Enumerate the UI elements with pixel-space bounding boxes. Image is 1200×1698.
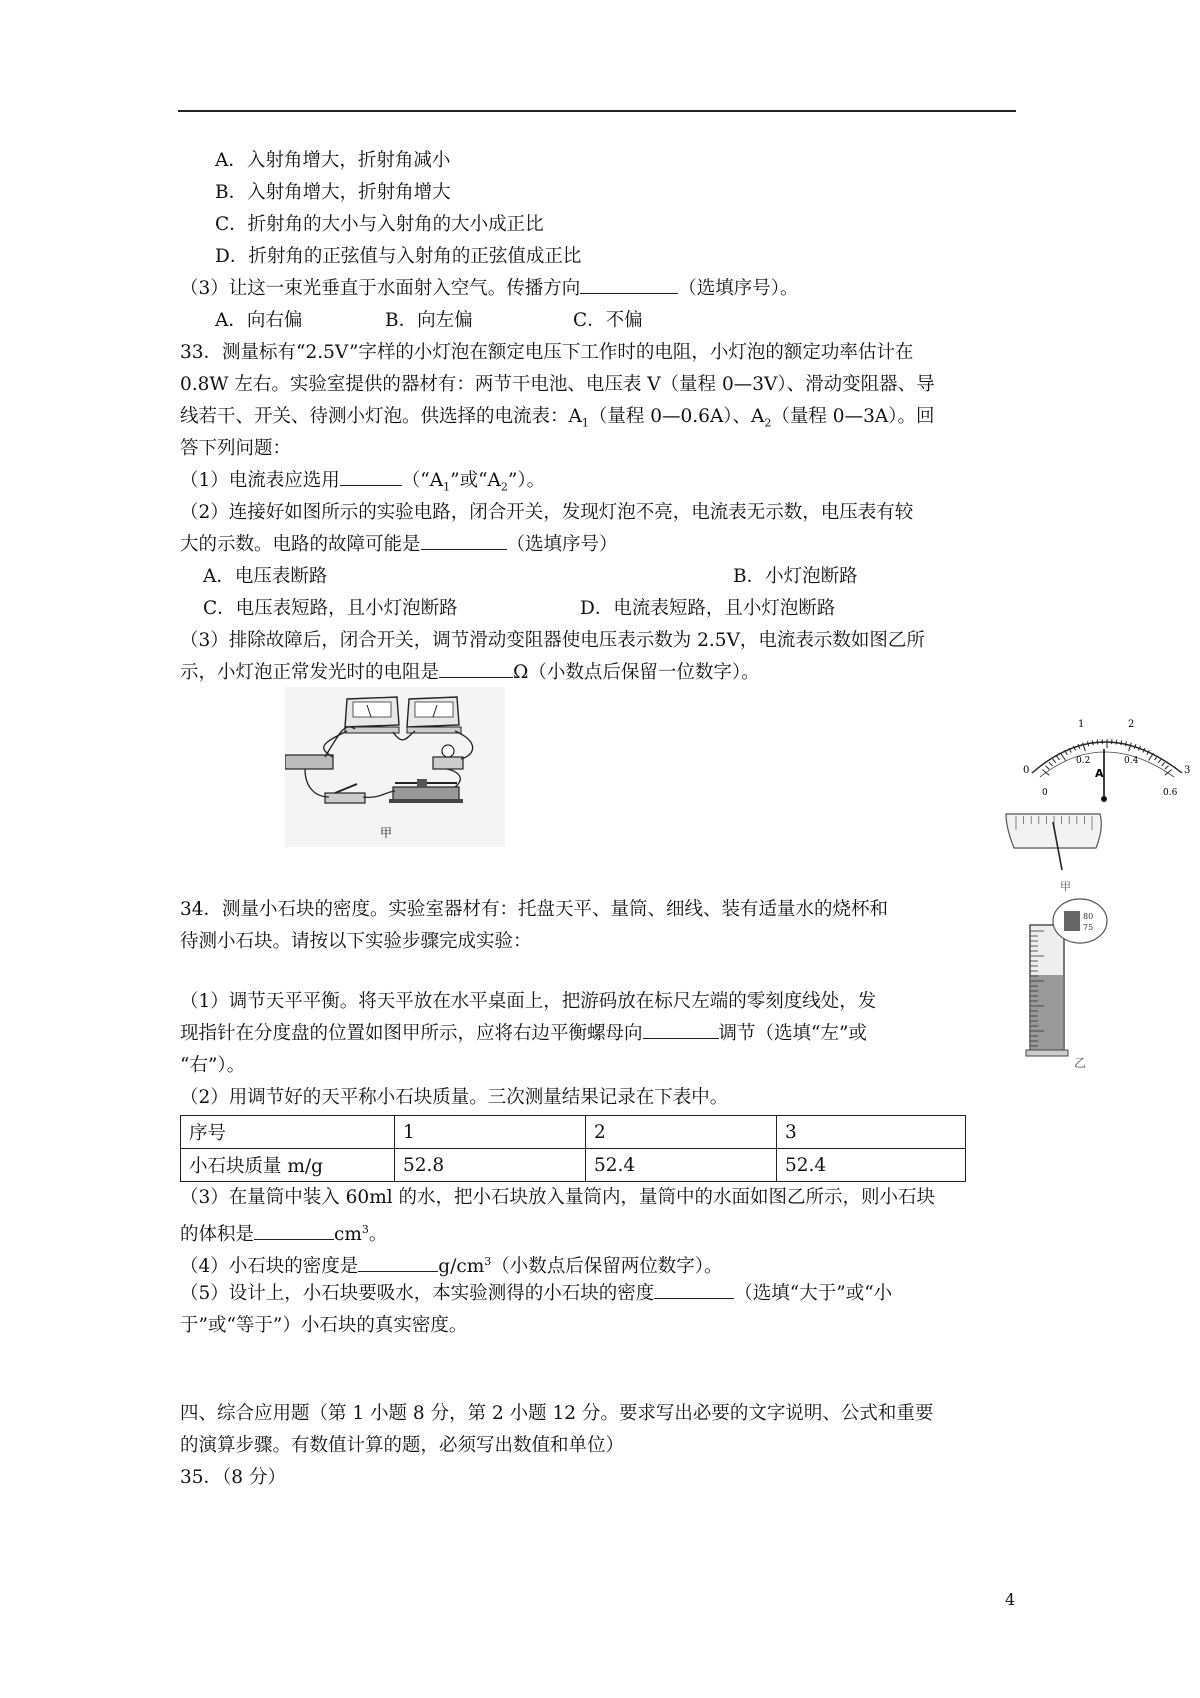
cylinder-mark-75: 75 xyxy=(1083,923,1094,932)
table-cell: 52.4 xyxy=(586,1149,777,1182)
q34-part4-unit: g/cm xyxy=(438,1256,485,1278)
q32-part3-suffix: （选填序号）。 xyxy=(678,278,799,299)
q33-part1-suffix-b: ”或“A xyxy=(450,470,501,491)
q33-stem-3-sub1: 1 xyxy=(581,416,589,430)
q33-part1-suffix-a: （“A xyxy=(401,470,444,491)
q32-part3-option-c: C．不偏 xyxy=(573,310,643,331)
dial-bottom-3: 0.6 xyxy=(1163,788,1178,798)
q33-stem-3-sub2: 2 xyxy=(764,416,772,430)
q34-part5-suffix: （选填“大于”或“小 xyxy=(734,1283,893,1304)
q33-stem-3 xyxy=(180,405,934,436)
page-number: 4 xyxy=(1005,1590,1016,1609)
q33-part1-sub2: 2 xyxy=(500,480,508,494)
q33-stem-3-c: （量程 0—3A）。回 xyxy=(771,406,935,427)
table-cell: 52.4 xyxy=(777,1149,966,1182)
q33-stem-3-a: 线若干、开关、待测小灯泡。供选择的电流表：A xyxy=(180,406,582,427)
q32-part3-option-b: B．向左偏 xyxy=(385,310,473,331)
q34-part3-unit: cm xyxy=(334,1224,362,1246)
rheostat xyxy=(389,779,463,803)
q33-part3-suffix: Ω（小数点后保留一位数字）。 xyxy=(513,662,760,683)
q33-stem-3-b: （量程 0—0.6A）、A xyxy=(588,406,765,427)
q34-part1-line3: “右”）。 xyxy=(180,1055,246,1076)
q34-part3-line2 xyxy=(180,1218,387,1247)
q34-part3-blank[interactable] xyxy=(254,1223,334,1240)
circuit-figure xyxy=(285,687,505,847)
q34-part5-line1 xyxy=(180,1282,892,1306)
q34-part2: （2）用调节好的天平称小石块质量。三次测量结果记录在下表中。 xyxy=(180,1087,729,1108)
q33-option-a: A．电压表断路 xyxy=(203,566,328,587)
q34-part4-prefix: （4）小石块的密度是 xyxy=(180,1256,359,1278)
q34-stem-1: 34．测量小石块的密度。实验室器材有：托盘天平、量筒、细线、装有适量水的烧杯和 xyxy=(180,899,889,920)
q33-part1-prefix: （1）电流表应选用 xyxy=(180,470,340,491)
balance-figure-label: 甲 xyxy=(1060,880,1071,892)
table-header-cell: 1 xyxy=(395,1116,586,1149)
cylinder-figure-label: 乙 xyxy=(1074,1056,1087,1070)
table-header-cell: 2 xyxy=(586,1116,777,1149)
q32-option-a: A．入射角增大，折射角减小 xyxy=(215,150,451,171)
q33-part2-suffix: （选填序号） xyxy=(506,534,618,555)
mass-table xyxy=(180,1115,966,1182)
q32-option-b: B．入射角增大，折射角增大 xyxy=(215,182,451,203)
q33-option-b: B．小灯泡断路 xyxy=(733,566,858,587)
q32-option-d: D．折射角的正弦值与入射角的正弦值成正比 xyxy=(215,246,582,267)
q33-part2-line1: （2）连接好如图所示的实验电路，闭合开关，发现灯泡不亮，电流表无示数，电压表有较 xyxy=(180,502,914,523)
q33-stem-1: 33．测量标有“2.5V”字样的小灯泡在额定电压下工作时的电阻，小灯泡的额定功率估计在 xyxy=(180,342,914,363)
q34-part3-line1: （3）在量筒中装入 60ml 的水，把小石块放入量筒内，量筒中的水面如图乙所示，则小石块 xyxy=(180,1187,936,1208)
section4-heading-line1: 四、综合应用题（第 1 小题 8 分，第 2 小题 12 分。要求写出必要的文字说明、公式和重要 xyxy=(180,1403,934,1424)
cylinder-mark-80: 80 xyxy=(1083,912,1094,921)
dial-unit: A xyxy=(1095,767,1104,780)
q33-part2-line2 xyxy=(180,533,618,557)
q33-stem-2: 0.8W 左右。实验室提供的器材有：两节干电池、电压表 V（量程 0—3V）、滑动变阻器、导 xyxy=(180,374,935,395)
q34-part3-prefix: 的体积是 xyxy=(180,1224,255,1246)
q33-part1-suffix-c: ”）。 xyxy=(507,470,546,491)
q35-title: 35．（8 分） xyxy=(180,1467,286,1488)
q34-part5-blank[interactable] xyxy=(654,1282,734,1299)
battery xyxy=(285,755,333,769)
table-row xyxy=(181,1116,966,1149)
q34-stem-2: 待测小石块。请按以下实验步骤完成实验： xyxy=(180,931,532,952)
q34-part4-suffix: （小数点后保留两位数字）。 xyxy=(491,1256,723,1278)
ammeter-dial xyxy=(1018,713,1196,805)
dial-top-3: 3 xyxy=(1184,765,1191,776)
q33-part2-prefix: 大的示数。电路的故障可能是 xyxy=(180,534,421,555)
q34-part3-sup: 3 xyxy=(361,1223,369,1236)
q32-part3 xyxy=(180,277,799,301)
q34-part1-line2 xyxy=(180,1022,867,1046)
q34-part1-prefix: 现指针在分度盘的位置如图甲所示，应将右边平衡螺母向 xyxy=(180,1023,643,1044)
q33-part3-prefix: 示，小灯泡正常发光时的电阻是 xyxy=(180,662,440,683)
q33-part2-blank[interactable] xyxy=(421,533,507,550)
section4-heading-line2: 的演算步骤。有数值计算的题，必须写出数值和单位） xyxy=(180,1435,625,1456)
table-header-cell: 序号 xyxy=(181,1116,395,1149)
table-header-cell: 3 xyxy=(777,1116,966,1149)
q32-part3-blank[interactable] xyxy=(580,277,678,294)
q32-part3-option-a: A．向右偏 xyxy=(215,310,303,331)
dial-top-0: 0 xyxy=(1023,765,1030,776)
q34-part1-blank[interactable] xyxy=(643,1022,719,1039)
q32-part3-prefix: （3）让这一束光垂直于水面射入空气。传播方向 xyxy=(180,278,581,299)
dial-bottom-1: 0.2 xyxy=(1076,756,1091,766)
q33-part1 xyxy=(180,469,545,500)
dial-top-2: 2 xyxy=(1128,719,1135,730)
cylinder-figure xyxy=(1000,895,1110,1070)
q32-option-c: C．折射角的大小与入射角的大小成正比 xyxy=(215,214,544,235)
table-cell: 小石块质量 m/g xyxy=(181,1149,395,1182)
q34-part1-suffix: 调节（选填“左”或 xyxy=(718,1023,867,1044)
header-rule xyxy=(178,110,1016,112)
q33-part1-blank[interactable] xyxy=(340,469,402,486)
balance-pointer-figure xyxy=(1000,808,1145,892)
q33-part1-sub1: 1 xyxy=(443,480,451,494)
q34-part3-end: 。 xyxy=(368,1224,388,1246)
q34-part4-sup: 3 xyxy=(484,1255,492,1268)
q34-part5-prefix: （5）设计上，小石块要吸水，本实验测得的小石块的密度 xyxy=(180,1283,655,1304)
q34-part4 xyxy=(180,1250,723,1279)
dial-top-1: 1 xyxy=(1078,719,1085,730)
dial-bottom-0: 0 xyxy=(1042,788,1048,798)
q34-part1-line1: （1）调节天平平衡。将天平放在水平桌面上，把游码放在标尺左端的零刻度线处，发 xyxy=(180,991,877,1012)
table-row xyxy=(181,1149,966,1182)
voltmeter-in-circuit xyxy=(407,697,461,733)
table-cell: 52.8 xyxy=(395,1149,586,1182)
dial-bottom-2: 0.4 xyxy=(1124,756,1139,766)
circuit-figure-label: 甲 xyxy=(380,826,393,840)
q33-part3-blank[interactable] xyxy=(439,661,513,678)
q34-part4-blank[interactable] xyxy=(358,1255,438,1272)
q33-part3-line2 xyxy=(180,661,760,685)
q33-part3-line1: （3）排除故障后，闭合开关，调节滑动变阻器使电压表示数为 2.5V，电流表示数如图乙所 xyxy=(180,630,925,651)
q33-option-c: C．电压表短路，且小灯泡断路 xyxy=(203,598,458,619)
q34-part5-line2: 于”或“等于”）小石块的真实密度。 xyxy=(180,1315,468,1336)
q33-stem-4: 答下列问题： xyxy=(180,438,292,459)
q33-option-d: D．电流表短路，且小灯泡断路 xyxy=(580,598,836,619)
